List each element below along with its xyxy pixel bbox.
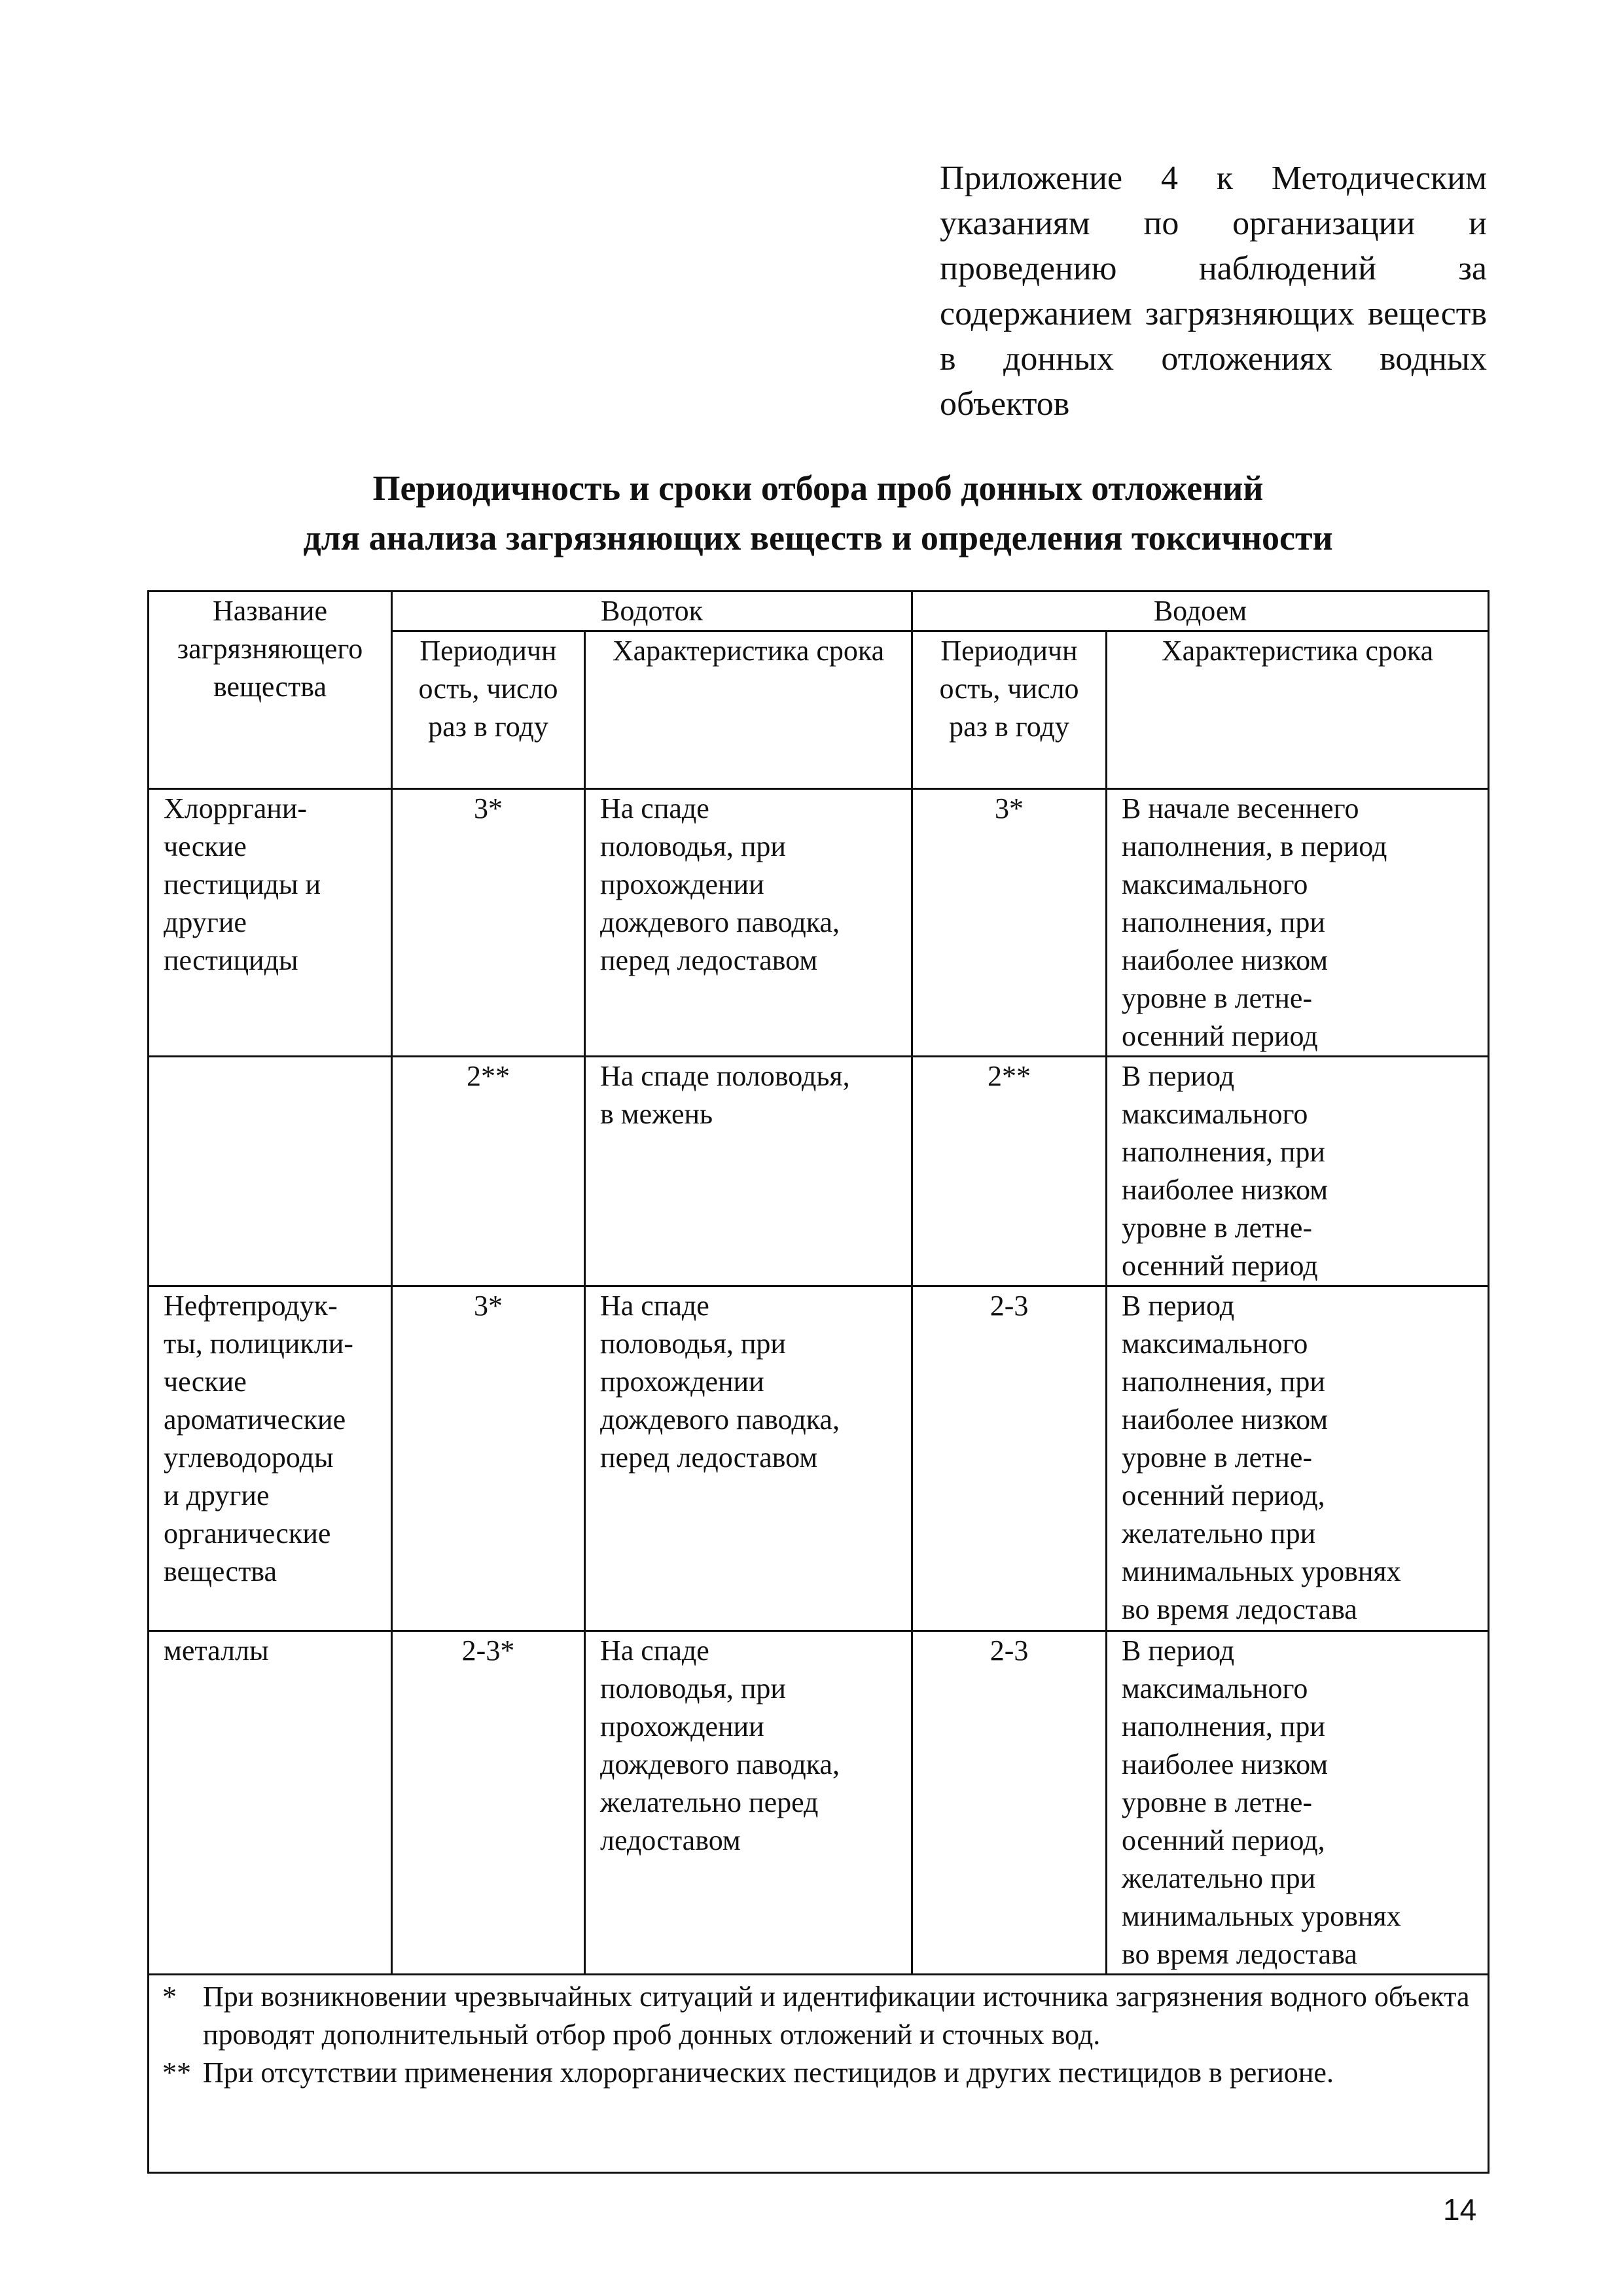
footnote-1 <box>162 1978 1481 2054</box>
watercourse-periodicity-cell: 2** <box>392 1057 585 1286</box>
watercourse-periodicity-cell: 3* <box>392 789 585 1057</box>
header-substance-name: Название загрязняющего вещества <box>149 592 392 789</box>
footnote-2-text: При отсутствии применения хлорорганических пестицидов и других пестицидов в регионе. <box>203 2057 1334 2089</box>
header-row-1 <box>149 592 1489 631</box>
table-row <box>149 1286 1489 1631</box>
sampling-schedule-table <box>147 590 1489 2174</box>
table-row <box>149 1057 1489 1286</box>
watercourse-periodicity-cell: 3* <box>392 1286 585 1631</box>
waterbody-periodicity-cell: 2-3 <box>912 1286 1107 1631</box>
substance-name-cell: металлы <box>149 1631 392 1975</box>
substance-name-cell: Хлорргани- ческие пестициды и другие пестициды <box>149 789 392 1057</box>
footnotes-row <box>149 1975 1489 2173</box>
appendix-note: Приложение 4 к Методическим указаниям по организации и проведению наблюдений за содержанием загрязняющих веществ в донных отложениях водных объектов <box>940 160 1487 423</box>
waterbody-characteristic-cell: В период максимального наполнения, при наиболее низком уровне в летне- осенний период, желательно при минимальных уровнях во время ледостава <box>1107 1631 1489 1975</box>
substance-name-cell <box>149 1057 392 1286</box>
title-line-2: для анализа загрязняющих веществ и определения токсичности <box>303 518 1333 557</box>
footnote-1-mark: * <box>162 1981 177 2013</box>
waterbody-characteristic-cell: В период максимального наполнения, при наиболее низком уровне в летне- осенний период <box>1107 1057 1489 1286</box>
waterbody-periodicity-cell: 2-3 <box>912 1631 1107 1975</box>
footnote-2 <box>162 2054 1481 2092</box>
header-watercourse-periodicity: Периодичн ость, число раз в году <box>392 631 585 789</box>
substance-name-cell: Нефтепродук- ты, полицикли- ческие ароматические углеводороды и другие органические вещества <box>149 1286 392 1631</box>
header-waterbody: Водоем <box>912 592 1489 631</box>
waterbody-periodicity-cell: 3* <box>912 789 1107 1057</box>
header-watercourse-characteristic: Характеристика срока <box>585 631 912 789</box>
page-number: 14 <box>1443 2193 1477 2227</box>
watercourse-characteristic-cell: На спаде половодья, при прохождении дождевого паводка, перед ледоставом <box>585 1286 912 1631</box>
waterbody-periodicity-cell: 2** <box>912 1057 1107 1286</box>
watercourse-characteristic-cell: На спаде половодья, при прохождении дождевого паводка, перед ледоставом <box>585 789 912 1057</box>
footnote-2-mark: ** <box>162 2057 191 2089</box>
waterbody-characteristic-cell: В начале весеннего наполнения, в период максимального наполнения, при наиболее низком уровне в летне- осенний период <box>1107 789 1489 1057</box>
watercourse-characteristic-cell: На спаде половодья, при прохождении дождевого паводка, желательно перед ледоставом <box>585 1631 912 1975</box>
header-watercourse: Водоток <box>392 592 912 631</box>
document-title <box>147 463 1489 563</box>
title-line-1: Периодичность и сроки отбора проб донных отложений <box>372 468 1264 508</box>
table-row <box>149 1631 1489 1975</box>
table-row <box>149 789 1489 1057</box>
footnote-1-text: При возникновении чрезвычайных ситуаций и идентификации источника загрязнения водного объекта проводят дополнительный отбор проб донных отложений и сточных вод. <box>203 1981 1470 2051</box>
watercourse-periodicity-cell: 2-3* <box>392 1631 585 1975</box>
waterbody-characteristic-cell: В период максимального наполнения, при наиболее низком уровне в летне- осенний период, желательно при минимальных уровнях во время ледостава <box>1107 1286 1489 1631</box>
watercourse-characteristic-cell: На спаде половодья, в межень <box>585 1057 912 1286</box>
footnotes-cell <box>149 1975 1489 2173</box>
header-waterbody-periodicity: Периодичн ость, число раз в году <box>912 631 1107 789</box>
header-waterbody-characteristic: Характеристика срока <box>1107 631 1489 789</box>
